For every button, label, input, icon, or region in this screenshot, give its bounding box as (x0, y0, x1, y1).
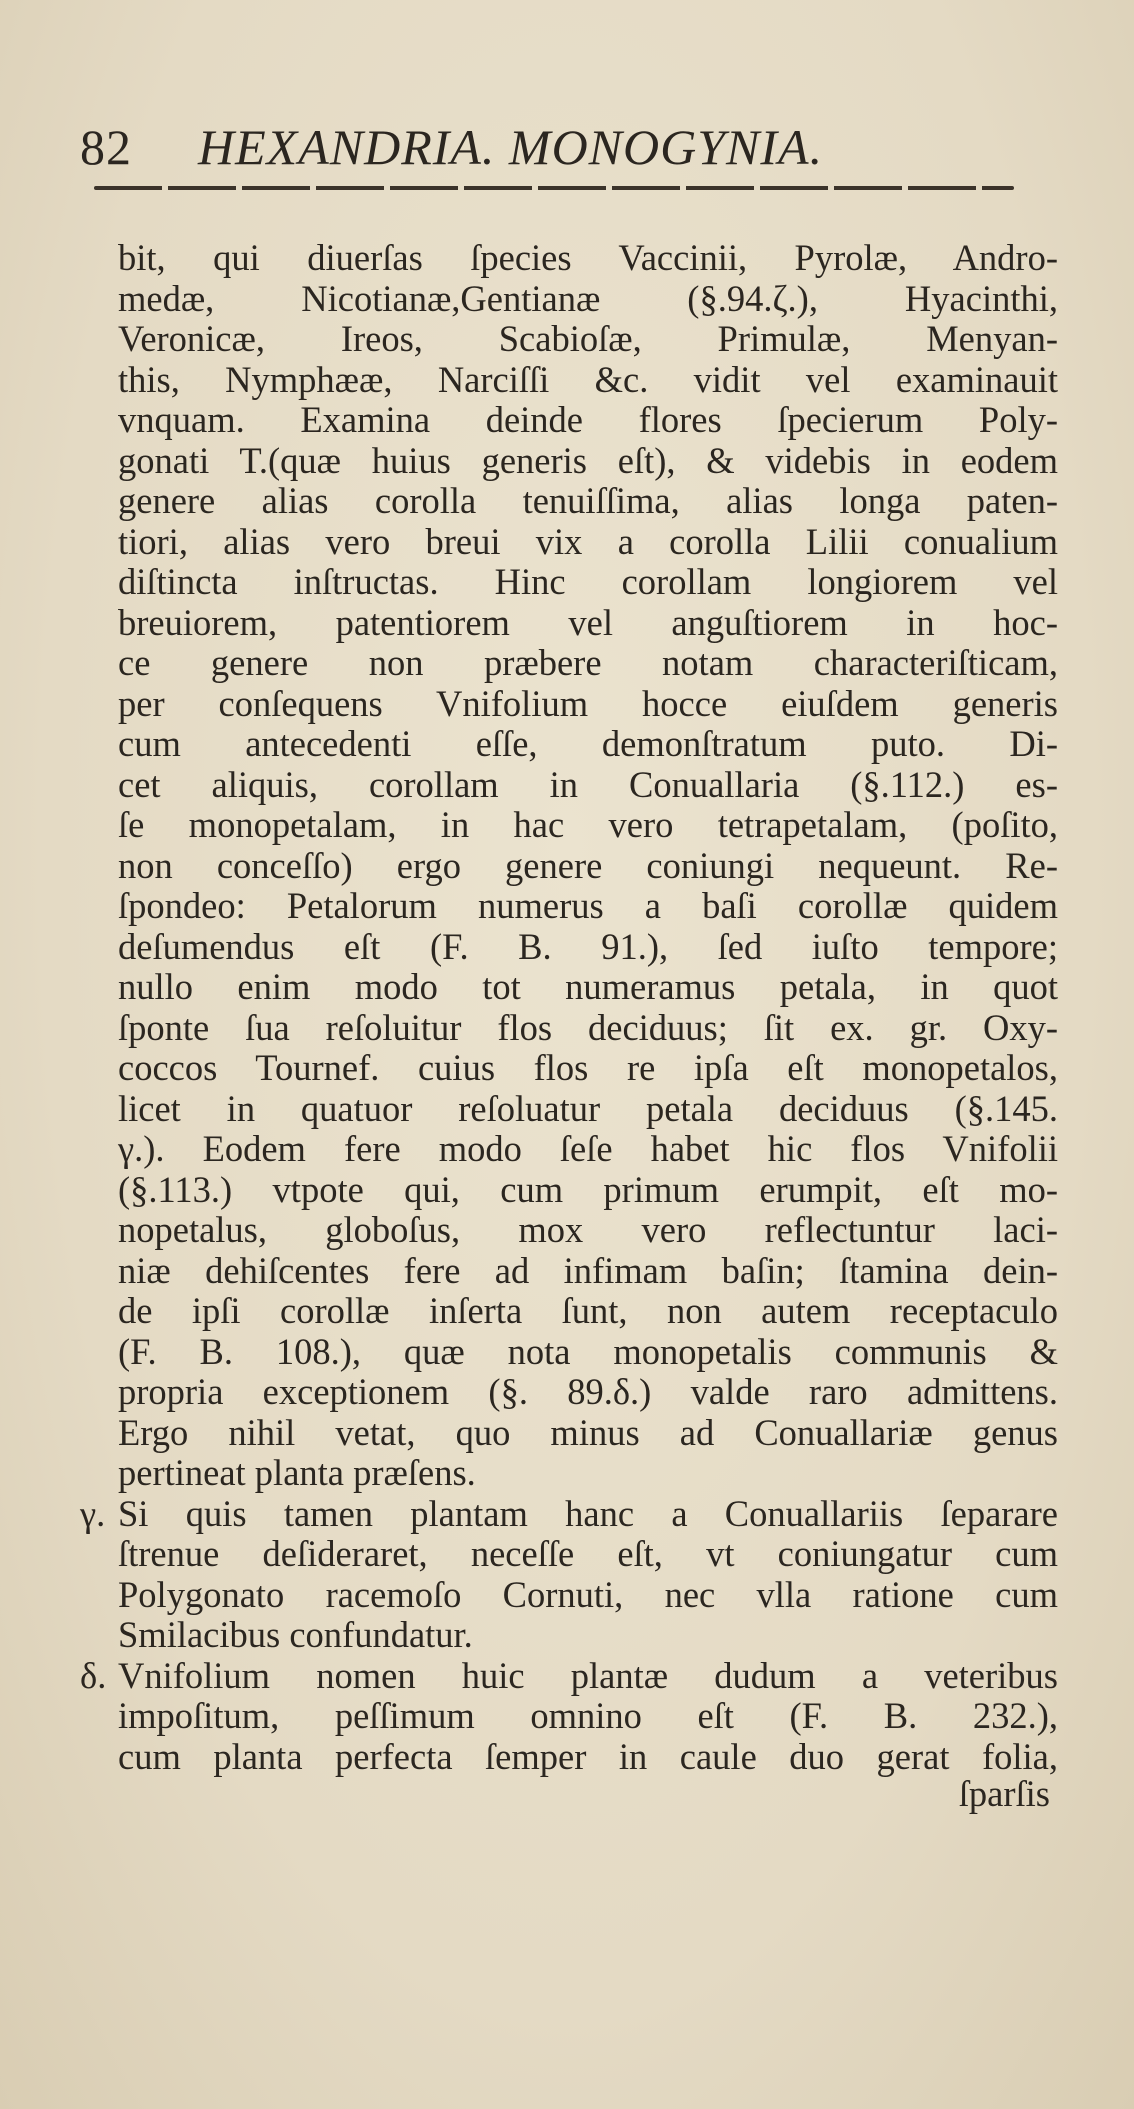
text-line: deſumendus eſt (F. B. 91.), ſed iuſto tempore; (118, 925, 1058, 967)
text-line: ſtrenue deſideraret, neceſſe eſt, vt coniungatur cum (118, 1533, 1058, 1574)
text-line: (§.113.) vtpote qui, cum primum erumpit, eſt mo- (118, 1168, 1058, 1210)
text-line: genere alias corolla tenuiſſima, alias longa paten- (118, 480, 1058, 521)
text-line: per conſequens Vnifolium hocce eiuſdem generis (118, 682, 1058, 724)
text-line: gonati T.(quæ huius generis eſt), & videbis in eodem (118, 439, 1058, 481)
gamma-paragraph-line (80, 1492, 1058, 1535)
text-line: diſtincta inſtructas. Hinc corollam longiorem vel (118, 561, 1058, 602)
delta-marker: δ. (80, 1654, 107, 1696)
text-line: nullo enim modo tot numeramus petala, in quot (118, 966, 1058, 1007)
delta-paragraph-line (80, 1654, 1058, 1697)
text-line: impoſitum, peſſimum omnino eſt (F. B. 232.), (118, 1695, 1058, 1736)
text-line: ſe monopetalam, in hac vero tetrapetalam, (poſito, (118, 804, 1058, 845)
text-line: nopetalus, globoſus, mox vero reflectuntur laci- (118, 1209, 1058, 1250)
text-line: Vnifolium nomen huic plantæ dudum a veteribus (118, 1654, 1058, 1696)
running-head (80, 118, 1020, 176)
text-line: tiori, alias vero breui vix a corolla Lilii conualium (118, 520, 1058, 562)
page-number: 82 (80, 119, 132, 175)
text-line: pertineat planta præſens. (118, 1452, 476, 1493)
text-line: Smilacibus confundatur. (118, 1614, 473, 1655)
text-line: cum antecedenti eſſe, demonſtratum puto. Di- (118, 723, 1058, 764)
text-line: cum planta perfecta ſemper in caule duo gerat folia, (118, 1735, 1058, 1777)
text-line: (F. B. 108.), quæ nota monopetalis communis & (118, 1330, 1058, 1372)
text-line: propria exceptionem (§. 89.δ.) valde raro admittens. (118, 1371, 1058, 1412)
text-line: licet in quatuor reſoluatur petala deciduus (§.145. (118, 1087, 1058, 1129)
text-line: non conceſſo) ergo genere coniungi nequeunt. Re- (118, 844, 1058, 886)
text-line: this, Nymphææ, Narciſſi &c. vidit vel examinauit (118, 358, 1058, 400)
text-line: de ipſi corollæ inſerta ſunt, non autem receptaculo (118, 1290, 1058, 1331)
text-line: cet aliquis, corollam in Conuallaria (§.112.) es- (118, 763, 1058, 805)
running-title: HEXANDRIA. MONOGYNIA. (198, 119, 824, 175)
text-line: coccos Tournef. cuius flos re ipſa eſt monopetalos, (118, 1047, 1058, 1088)
text-line: Ergo nihil vetat, quo minus ad Conuallariæ genus (118, 1411, 1058, 1453)
text-line: niæ dehiſcentes fere ad infimam baſin; ſtamina dein- (118, 1249, 1058, 1291)
text-line: breuiorem, patentiorem vel anguſtiorem in hoc- (118, 601, 1058, 643)
text-line: Polygonato racemoſo Cornuti, nec vlla ratione cum (118, 1573, 1058, 1615)
gamma-marker: γ. (80, 1492, 106, 1534)
text-line: vnquam. Examina deinde flores ſpecierum Poly- (118, 399, 1058, 440)
header-rule (94, 186, 1014, 190)
text-line: ſponte ſua reſoluitur flos deciduus; ſit ex. gr. Oxy- (118, 1006, 1058, 1048)
text-line: bit, qui diuerſas ſpecies Vaccinii, Pyrolæ, Andro- (118, 237, 1058, 278)
text-line: Si quis tamen plantam hanc a Conuallariis ſeparare (118, 1492, 1058, 1534)
text-line: ſpondeo: Petalorum numerus a baſi corollæ quidem (118, 885, 1058, 926)
text-line: Veronicæ, Ireos, Scabioſæ, Primulæ, Menyan- (118, 318, 1058, 359)
text-line: γ.). Eodem fere modo ſeſe habet hic flos Vnifolii (118, 1128, 1058, 1169)
text-line: ce genere non præbere notam characteriſticam, (118, 642, 1058, 683)
page-body (80, 237, 1058, 1777)
text-line: medæ, Nicotianæ,Gentianæ (§.94.ζ.), Hyacinthi, (118, 277, 1058, 319)
catchword: ſparſis (958, 1773, 1050, 1814)
